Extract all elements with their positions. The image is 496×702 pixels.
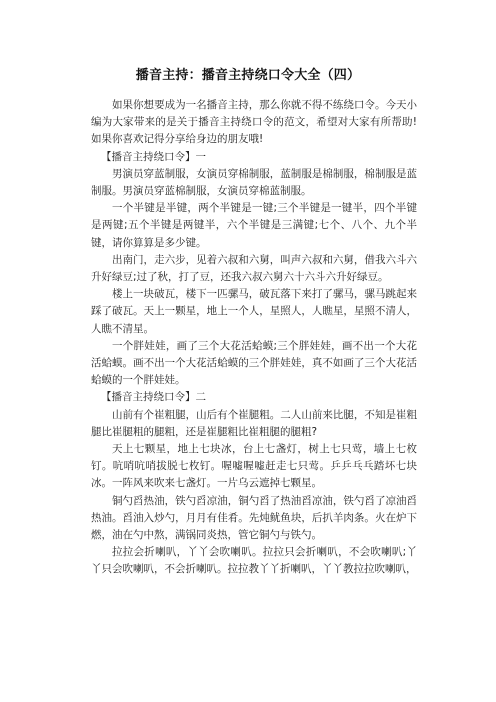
body-paragraph: 拉拉会折喇叭，丫丫会吹喇叭。拉拉只会折喇叭，不会吹喇叭;丫丫只会吹喇叭，不会折喇叭。拉拉教丫丫折喇叭，丫丫教拉拉吹喇叭， [91,546,417,576]
body-paragraph: 山前有个崔粗腿，山后有个崔腿粗。二人山前来比腿，不知是崔粗腿比崔腿粗的腿粗，还是崔腿粗比崔粗腿的腿粗? [91,408,417,438]
body-paragraph: 一个胖娃娃，画了三个大花活蛤蟆;三个胖娃娃，画不出一个大花活蛤蟆。画不出一个大花活蛤蟆的三个胖娃娃，真不如画了三个大花活蛤蟆的一个胖娃娃。 [91,339,417,387]
body-paragraph: 天上七颗星，地上七块冰，台上七盏灯，树上七只莺，墙上七枚钉。吭哨吭哨拔脱七枚钉。喔嘘喔嘘赶走七只莺。乒乒乓乓踏坏七块冰。一阵风来吹来七盏灯。一片乌云遮掉七颗星。 [91,443,417,490]
section-heading: 【播音主持绕口令】一 [101,150,206,163]
body-paragraph: 一个半键是半键，两个半键是一键;三个半键是一键半，四个半键是两键;五个半键是两键半，六个半键是三满键;七个、八个、九个半键，请你算算是多少键。 [91,202,417,249]
intro-paragraph: 如果你想要成为一名播音主持，那么你就不得不练绕口令。今天小编为大家带来的是关于播音主持绕口令的范文，希望对大家有所帮助!如果你喜欢记得分享给身边的朋友哦! [91,99,417,146]
document-title: 播音主持：播音主持绕口令大全（四） [135,68,361,83]
body-paragraph: 铜勺舀热油，铁勺舀凉油，铜勺舀了热油舀凉油，铁勺舀了凉油舀热油。舀油入炒勺，月月有佳肴。先炖鱿鱼块，后扒羊肉条。火在炉下燃，油在勺中熬，满锅同炎热，管它铜勺与铁勺。 [91,494,417,542]
section-heading: 【播音主持绕口令】二 [101,391,206,404]
body-paragraph: 男演员穿蓝制服，女演员穿棉制服，蓝制服是棉制服，棉制服是蓝制服。男演员穿蓝棉制服，女演员穿棉蓝制服。 [91,167,417,198]
body-paragraph: 楼上一块破瓦，楼下一匹骡马，破瓦落下来打了骡马，骡马跳起来踩了破瓦。天上一颗星，地上一个人，星照人，人瞧星，星照不清人，人瞧不清星。 [91,288,417,335]
body-paragraph: 出南门，走六步，见着六叔和六舅，叫声六叔和六舅，借我六斗六升好绿豆;过了秋，打了豆，还我六叔六舅六十六斗六升好绿豆。 [91,253,417,284]
document-body [91,97,417,579]
